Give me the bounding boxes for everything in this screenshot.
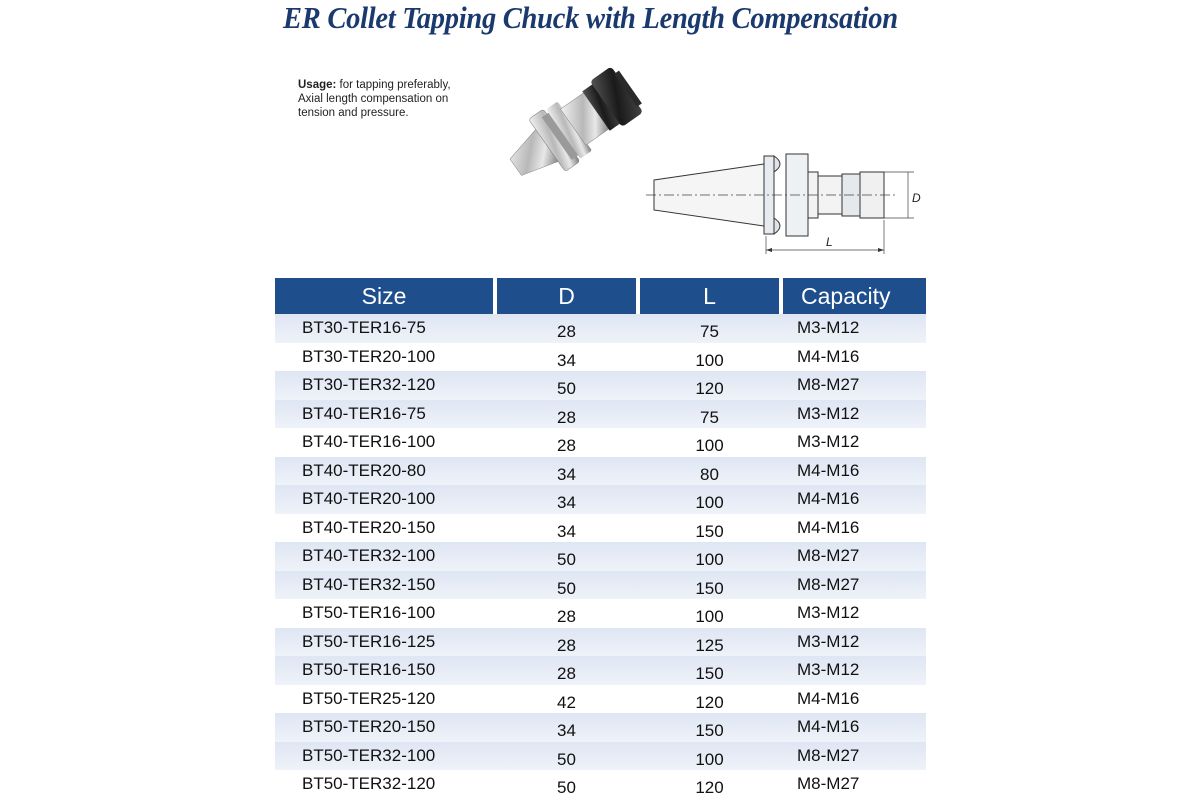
- cell-capacity: M8-M27: [797, 375, 860, 395]
- cell-d: 34: [557, 464, 576, 484]
- cell-l: 75: [700, 407, 719, 427]
- cell-capacity: M3-M12: [797, 318, 860, 338]
- cell-size: BT50-TER16-125: [302, 631, 436, 651]
- cell-capacity: M3-M12: [797, 631, 860, 651]
- table-header: [275, 278, 926, 314]
- cell-size: BT40-TER20-100: [302, 489, 436, 509]
- cell-l: 100: [695, 749, 724, 769]
- cell-l: 150: [695, 521, 724, 541]
- table-row: [275, 571, 926, 600]
- cell-capacity: M4-M16: [797, 346, 860, 366]
- spec-table: [275, 278, 926, 799]
- usage-text-line1: for tapping preferably,: [336, 79, 451, 91]
- usage-text-line3: tension and pressure.: [298, 107, 409, 119]
- table-row: [275, 628, 926, 657]
- table-row: [275, 314, 926, 343]
- table-row: [275, 457, 926, 486]
- cell-l: 120: [695, 379, 724, 399]
- table-row: [275, 371, 926, 400]
- chuck-photo: [484, 40, 654, 220]
- cell-capacity: M8-M27: [797, 546, 860, 566]
- cell-capacity: M3-M12: [797, 660, 860, 680]
- cell-capacity: M4-M16: [797, 460, 860, 480]
- cell-size: BT40-TER32-100: [302, 546, 436, 566]
- cell-d: 34: [557, 350, 576, 370]
- cell-capacity: M3-M12: [797, 603, 860, 623]
- cell-capacity: M8-M27: [797, 745, 860, 765]
- cell-d: 28: [557, 607, 576, 627]
- cell-d: 34: [557, 721, 576, 741]
- table-row: [275, 428, 926, 457]
- cell-size: BT50-TER32-120: [302, 774, 436, 794]
- table-row: [275, 485, 926, 514]
- table-row: [275, 685, 926, 714]
- table-row: [275, 542, 926, 571]
- cell-d: 50: [557, 550, 576, 570]
- cell-capacity: M4-M16: [797, 688, 860, 708]
- cell-capacity: M4-M16: [797, 489, 860, 509]
- cell-l: 100: [695, 493, 724, 513]
- cell-size: BT50-TER20-150: [302, 717, 436, 737]
- cell-d: 50: [557, 749, 576, 769]
- table-row: [275, 656, 926, 685]
- header-capacity: Capacity: [783, 278, 926, 314]
- table-row: [275, 742, 926, 771]
- cell-l: 100: [695, 436, 724, 456]
- chuck-drawing: [646, 150, 926, 262]
- cell-size: BT40-TER16-100: [302, 432, 436, 452]
- cell-capacity: M4-M16: [797, 517, 860, 537]
- cell-l: 100: [695, 350, 724, 370]
- cell-capacity: M8-M27: [797, 774, 860, 794]
- header-l: L: [640, 278, 779, 314]
- cell-d: 28: [557, 436, 576, 456]
- cell-d: 50: [557, 578, 576, 598]
- table-row: [275, 400, 926, 429]
- cell-size: BT50-TER16-100: [302, 603, 436, 623]
- cell-capacity: M3-M12: [797, 432, 860, 452]
- cell-capacity: M8-M27: [797, 574, 860, 594]
- table-body: [275, 314, 926, 799]
- cell-size: BT50-TER25-120: [302, 688, 436, 708]
- cell-size: BT40-TER20-150: [302, 517, 436, 537]
- table-row: [275, 713, 926, 742]
- table-row: [275, 514, 926, 543]
- cell-d: 34: [557, 493, 576, 513]
- cell-l: 120: [695, 692, 724, 712]
- cell-d: 28: [557, 635, 576, 655]
- usage-text-line2: Axial length compensation on: [298, 93, 449, 105]
- usage-label: Usage:: [298, 79, 337, 91]
- cell-size: BT50-TER32-100: [302, 745, 436, 765]
- cell-l: 150: [695, 578, 724, 598]
- cell-capacity: M3-M12: [797, 403, 860, 423]
- cell-d: 50: [557, 778, 576, 798]
- cell-size: BT40-TER32-150: [302, 574, 436, 594]
- cell-d: 28: [557, 664, 576, 684]
- cell-d: 42: [557, 692, 576, 712]
- cell-size: BT30-TER20-100: [302, 346, 436, 366]
- dim-l-label: L: [826, 235, 833, 249]
- header-d: D: [497, 278, 636, 314]
- cell-d: 28: [557, 407, 576, 427]
- table-row: [275, 343, 926, 372]
- usage-note: [298, 78, 468, 120]
- cell-size: BT30-TER16-75: [302, 318, 426, 338]
- cell-size: BT50-TER16-150: [302, 660, 436, 680]
- cell-l: 150: [695, 721, 724, 741]
- cell-l: 120: [695, 778, 724, 798]
- dim-d-label: D: [912, 191, 921, 205]
- cell-l: 150: [695, 664, 724, 684]
- header-size: Size: [275, 278, 493, 314]
- cell-size: BT40-TER16-75: [302, 403, 426, 423]
- cell-size: BT40-TER20-80: [302, 460, 426, 480]
- cell-l: 125: [695, 635, 724, 655]
- cell-l: 100: [695, 607, 724, 627]
- cell-capacity: M4-M16: [797, 717, 860, 737]
- cell-l: 75: [700, 322, 719, 342]
- cell-d: 28: [557, 322, 576, 342]
- cell-l: 100: [695, 550, 724, 570]
- table-row: [275, 599, 926, 628]
- cell-size: BT30-TER32-120: [302, 375, 436, 395]
- cell-d: 34: [557, 521, 576, 541]
- cell-d: 50: [557, 379, 576, 399]
- table-row: [275, 770, 926, 799]
- cell-l: 80: [700, 464, 719, 484]
- page-title: ER Collet Tapping Chuck with Length Compensation: [283, 0, 898, 35]
